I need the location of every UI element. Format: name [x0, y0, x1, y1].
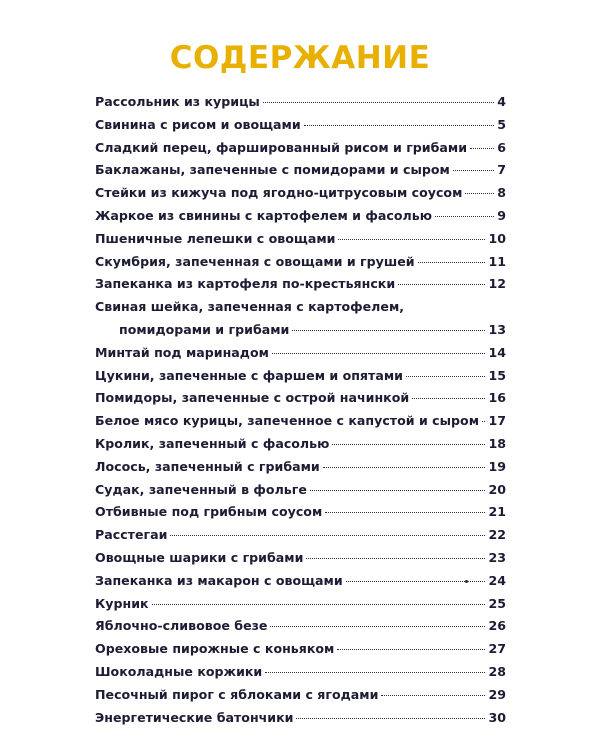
dot-leader: [412, 398, 485, 399]
dot-leader: [381, 695, 485, 696]
toc-entry: [95, 365, 506, 388]
toc-entry-title: Минтай под маринадом: [95, 344, 269, 360]
dot-leader: [465, 193, 494, 194]
dot-leader: [152, 604, 486, 605]
toc-entry-line: [95, 456, 506, 479]
toc-page-number: 13: [488, 321, 506, 337]
toc-entry-line: [95, 684, 506, 707]
dot-leader: [453, 170, 494, 171]
toc-entry-title: Судак, запеченный в фольге: [95, 481, 307, 497]
toc-entry-line: [95, 387, 506, 410]
toc-entry: [95, 570, 506, 593]
toc-entry-line: [95, 547, 506, 570]
toc-entry: [95, 251, 506, 274]
toc-entry-title: Цукини, запеченные с фаршем и опятами: [95, 367, 403, 383]
toc-page-number: 20: [488, 481, 506, 497]
toc-entry: [95, 661, 506, 684]
toc-entry-line: [95, 182, 506, 205]
toc-entry: [95, 91, 506, 114]
toc-entry: [95, 615, 506, 638]
toc-entry-line: [95, 524, 506, 547]
dot-leader: [265, 672, 485, 673]
toc-entry-title: Шоколадные коржики: [95, 663, 263, 679]
toc-entry-title: Запеканка из картофеля по-крестьянски: [95, 276, 396, 292]
toc-entry-line: [95, 365, 506, 388]
toc-entry: [95, 114, 506, 137]
dot-leader: [323, 467, 486, 468]
toc-entry-title: Жаркое из свинины с картофелем и фасолью: [95, 207, 432, 223]
dot-leader: [418, 262, 486, 263]
toc-entry: [95, 205, 506, 228]
toc-entry-line: [95, 433, 506, 456]
toc-entry-title: Яблочно-сливовое безе: [95, 618, 268, 634]
toc-entry-title: Белое мясо курицы, запеченное с капустой и сыром: [95, 413, 479, 429]
toc-entry-line: [95, 342, 506, 365]
toc-entry-line: [95, 159, 506, 182]
toc-entry-title: Баклажаны, запеченные с помидорами и сыром: [95, 162, 450, 178]
toc-page-number: 21: [488, 504, 506, 520]
toc-entry: [95, 433, 506, 456]
toc-entry-title: Свиная шейка, запеченная с картофелем,: [95, 299, 405, 315]
dot-leader: [470, 148, 494, 149]
toc-entry-line: [95, 593, 506, 616]
toc-entry-title: помидорами и грибами: [119, 321, 290, 337]
toc-entry: [95, 524, 506, 547]
dot-leader: [170, 535, 485, 536]
toc-entry-line: [95, 501, 506, 524]
toc-page-number: 18: [488, 435, 506, 451]
dot-leader: [304, 125, 495, 126]
toc-entry: [95, 456, 506, 479]
toc-page-number: 27: [488, 641, 506, 657]
toc-page-number: 4: [497, 94, 506, 109]
toc-entry: [95, 501, 506, 524]
toc-page-number: 10: [488, 230, 506, 246]
toc-entry: [95, 296, 506, 342]
toc-entry-title: Свинина с рисом и овощами: [95, 116, 301, 132]
toc-page-number: 28: [488, 663, 506, 679]
toc-page-number: 30: [488, 709, 506, 725]
toc-entry-title: Помидоры, запеченные с острой начинкой: [95, 390, 410, 406]
toc-entry-line: [95, 273, 506, 296]
toc-entry-title: Энергетические батончики: [95, 709, 294, 725]
toc-entry-title: Скумбрия, запеченная с овощами и грушей: [95, 253, 415, 269]
dot-leader: [310, 490, 486, 491]
toc-entry-title: Кролик, запеченный с фасолью: [95, 435, 330, 451]
toc-entry-line: [95, 570, 506, 593]
toc-page-number: 5: [497, 116, 506, 132]
toc-entry-title: Расстегаи: [95, 527, 168, 543]
toc-entry: [95, 228, 506, 251]
toc-entry: [95, 707, 506, 730]
toc-page-number: 9: [497, 207, 506, 223]
toc-entry: [95, 273, 506, 296]
toc-entry: [95, 593, 506, 616]
toc-entry-line: [95, 251, 506, 274]
toc-entry-title: Стейки из кижуча под ягодно-цитрусовым соусом: [95, 185, 463, 201]
toc-entry-line: [95, 638, 506, 661]
stray-mark: [465, 580, 468, 583]
dot-leader: [332, 444, 485, 445]
toc-entry: [95, 387, 506, 410]
toc-entry: [95, 479, 506, 502]
toc-page-number: 26: [488, 618, 506, 634]
dot-leader: [306, 558, 485, 559]
dot-leader: [292, 330, 485, 331]
dot-leader: [325, 512, 485, 513]
toc-entry: [95, 159, 506, 182]
toc-entry-line: [95, 228, 506, 251]
toc-entry-line: [95, 137, 506, 160]
toc-entry: [95, 638, 506, 661]
page-title: СОДЕРЖАНИЕ: [169, 40, 431, 76]
toc-page-number: 11: [488, 253, 506, 269]
toc-entry: [95, 182, 506, 205]
dot-leader: [435, 216, 494, 217]
dot-leader: [337, 649, 485, 650]
toc-page-number: 24: [488, 572, 506, 588]
toc-page-number: 23: [488, 549, 506, 565]
dot-leader: [296, 718, 485, 719]
toc-entry-line: [95, 615, 506, 638]
dot-leader: [270, 626, 485, 627]
dot-leader: [338, 239, 485, 240]
toc-entry: [95, 547, 506, 570]
toc-entry: [95, 342, 506, 365]
toc-entry-title: Лосось, запеченный с грибами: [95, 458, 320, 474]
dot-leader: [272, 353, 486, 354]
dot-leader: [398, 284, 485, 285]
toc-entry-title: Песочный пирог с яблоками с ягодами: [95, 686, 379, 702]
toc-entry-title: Запеканка из макарон с овощами: [95, 572, 343, 588]
toc-entry-line: [95, 205, 506, 228]
toc-entry-title: Курник: [95, 595, 149, 611]
toc-entry-line: [95, 661, 506, 684]
toc-entry-continuation: [95, 319, 506, 342]
toc-entry-line: [95, 479, 506, 502]
table-of-contents: [95, 91, 506, 729]
toc-page-number: 22: [488, 527, 506, 543]
toc-entry-title: Сладкий перец, фаршированный рисом и грибами: [95, 139, 468, 155]
toc-entry-title: Овощные шарики с грибами: [95, 549, 304, 565]
toc-entry-title: Ореховые пирожные с коньяком: [95, 641, 335, 657]
toc-page-number: 17: [488, 413, 506, 429]
toc-entry-line: [95, 707, 506, 730]
toc-page-number: 29: [488, 686, 506, 702]
toc-entry-line: [95, 296, 506, 319]
toc-page-number: 19: [488, 458, 506, 474]
toc-entry: [95, 684, 506, 707]
toc-entry-line: [95, 114, 506, 137]
toc-entry: [95, 410, 506, 433]
dot-leader: [482, 421, 485, 422]
dot-leader: [263, 102, 494, 103]
toc-page-number: 25: [488, 595, 506, 611]
toc-page-number: 12: [488, 276, 506, 292]
toc-entry-title: Рассольник из курицы: [95, 94, 260, 109]
toc-page-number: 15: [488, 367, 506, 383]
toc-page-number: 14: [488, 344, 506, 360]
toc-entry-title: Отбивные под грибным соусом: [95, 504, 323, 520]
toc-entry: [95, 137, 506, 160]
toc-entry-line: [95, 91, 506, 114]
toc-entry-line: [95, 410, 506, 433]
toc-page-number: 7: [497, 162, 506, 178]
toc-page-number: 8: [497, 185, 506, 201]
toc-page-number: 6: [497, 139, 506, 155]
toc-entry-title: Пшеничные лепешки с овощами: [95, 230, 336, 246]
toc-page-number: 16: [488, 390, 506, 406]
dot-leader: [406, 376, 486, 377]
